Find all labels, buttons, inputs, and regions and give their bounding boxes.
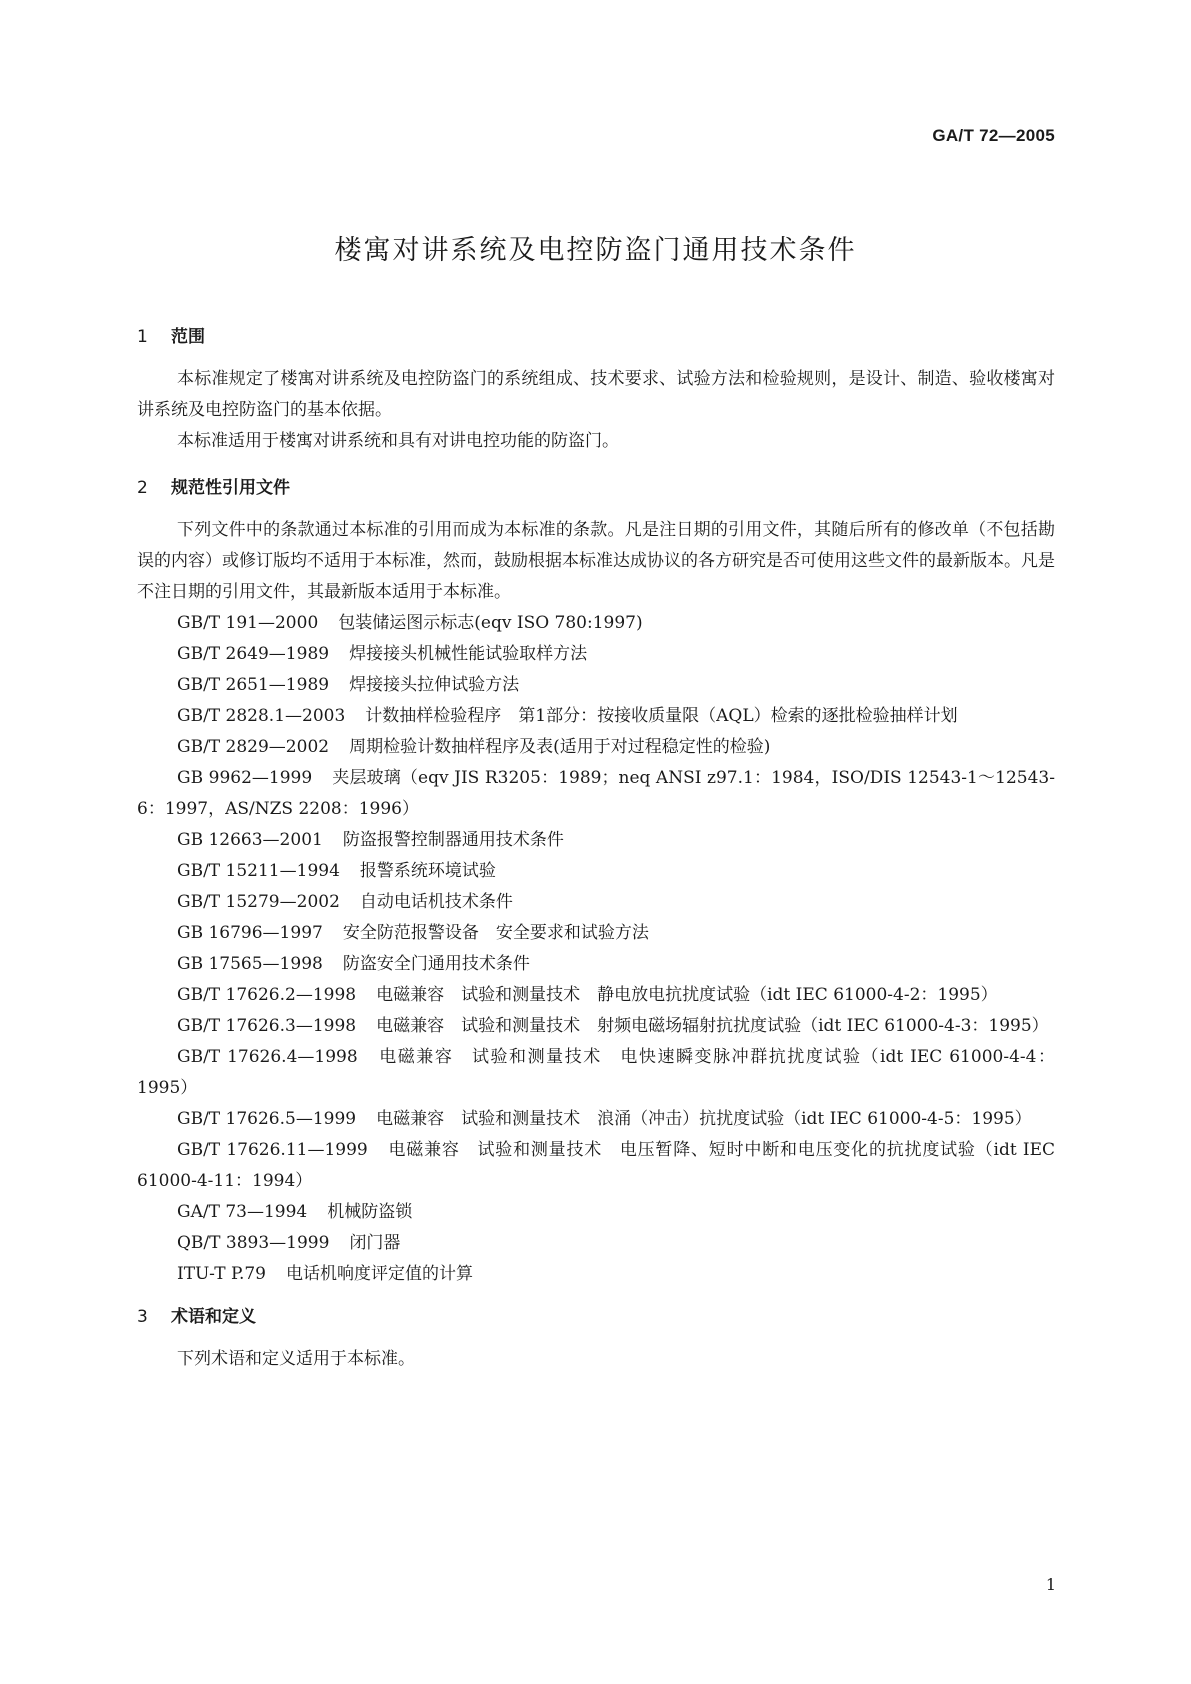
document-title: 楼寓对讲系统及电控防盗门通用技术条件 bbox=[334, 235, 857, 266]
reference-title: 安全防范报警设备 安全要求和试验方法 bbox=[342, 923, 649, 943]
section-number: 1 bbox=[137, 327, 148, 347]
reference-item bbox=[137, 825, 1055, 856]
reference-item bbox=[137, 608, 1055, 639]
reference-code: GB/T 2829—2002 bbox=[177, 737, 330, 757]
section-heading-terms bbox=[137, 1302, 1055, 1332]
reference-title: 机械防盗锁 bbox=[327, 1202, 413, 1222]
reference-item bbox=[137, 1228, 1055, 1259]
section-heading-scope bbox=[137, 322, 1055, 352]
reference-item bbox=[137, 1011, 1055, 1042]
reference-code: GB/T 17626.2—1998 bbox=[177, 985, 357, 1005]
section-title: 范围 bbox=[171, 327, 205, 347]
reference-title: 报警系统环境试验 bbox=[359, 861, 496, 881]
reference-title: 自动电话机技术条件 bbox=[359, 892, 513, 912]
reference-code: GB/T 15279—2002 bbox=[177, 892, 340, 912]
reference-item bbox=[137, 949, 1055, 980]
reference-item bbox=[137, 1042, 1055, 1104]
reference-code: GB/T 17626.3—1998 bbox=[177, 1016, 357, 1036]
reference-title: 电磁兼容 试验和测量技术 电压暂降、短时中断和电压变化的抗扰度试验（idt IEC 61000-4-11：1994） bbox=[137, 1140, 1056, 1191]
reference-item bbox=[137, 856, 1055, 887]
reference-item bbox=[137, 701, 1055, 732]
reference-item bbox=[137, 980, 1055, 1011]
reference-item bbox=[137, 1135, 1055, 1197]
reference-title: 闭门器 bbox=[349, 1233, 401, 1253]
section-number: 2 bbox=[137, 478, 148, 498]
reference-title: 电磁兼容 试验和测量技术 浪涌（冲击）抗扰度试验（idt IEC 61000-4-5：1995） bbox=[376, 1109, 1032, 1129]
reference-code: GB/T 17626.11—1999 bbox=[177, 1140, 368, 1160]
reference-title: 电话机响度评定值的计算 bbox=[286, 1264, 473, 1284]
standard-code: GA/T 72—2005 bbox=[932, 126, 1055, 145]
reference-code: GA/T 73—1994 bbox=[177, 1202, 308, 1222]
reference-title: 焊接接头拉伸试验方法 bbox=[349, 675, 520, 695]
reference-code: GB/T 2651—1989 bbox=[177, 675, 330, 695]
reference-item bbox=[137, 763, 1055, 825]
reference-title: 夹层玻璃（eqv JIS R3205：1989；neq ANSI z97.1：1984，ISO/DIS 12543-1～12543-6：1997，AS/NZS 2208：1996） bbox=[137, 768, 1055, 819]
reference-list bbox=[137, 608, 1055, 1290]
reference-code: GB/T 17626.5—1999 bbox=[177, 1109, 357, 1129]
reference-code: GB 17565—1998 bbox=[177, 954, 323, 974]
reference-title: 电磁兼容 试验和测量技术 电快速瞬变脉冲群抗扰度试验（idt IEC 61000-4-4：1995） bbox=[137, 1047, 1055, 1098]
section-title: 规范性引用文件 bbox=[171, 478, 290, 498]
reference-title: 防盗报警控制器通用技术条件 bbox=[342, 830, 564, 850]
document-body bbox=[137, 322, 1055, 1375]
reference-code: GB/T 17626.4—1998 bbox=[177, 1047, 358, 1067]
reference-item bbox=[137, 639, 1055, 670]
reference-title: 电磁兼容 试验和测量技术 静电放电抗扰度试验（idt IEC 61000-4-2：1995） bbox=[376, 985, 998, 1005]
reference-item bbox=[137, 918, 1055, 949]
reference-item bbox=[137, 887, 1055, 918]
reference-item bbox=[137, 1197, 1055, 1228]
section-heading-normative-references bbox=[137, 473, 1055, 503]
section-title: 术语和定义 bbox=[171, 1307, 256, 1327]
reference-item bbox=[137, 1259, 1055, 1290]
references-intro: 下列文件中的条款通过本标准的引用而成为本标准的条款。凡是注日期的引用文件，其随后所有的修改单（不包括勘误的内容）或修订版均不适用于本标准，然而，鼓励根据本标准达成协议的各方研究是否可使用这些文件的最新版本。凡是不注日期的引用文件，其最新版本适用于本标准。 bbox=[137, 520, 1055, 602]
scope-paragraph-1: 本标准规定了楼寓对讲系统及电控防盗门的系统组成、技术要求、试验方法和检验规则，是设计、制造、验收楼寓对讲系统及电控防盗门的基本依据。 bbox=[137, 369, 1055, 420]
reference-item bbox=[137, 732, 1055, 763]
reference-code: GB 12663—2001 bbox=[177, 830, 323, 850]
scope-paragraph-2: 本标准适用于楼寓对讲系统和具有对讲电控功能的防盗门。 bbox=[177, 431, 619, 451]
reference-code: GB 16796—1997 bbox=[177, 923, 323, 943]
reference-code: GB/T 2828.1—2003 bbox=[177, 706, 346, 726]
reference-code: GB 9962—1999 bbox=[177, 768, 313, 788]
reference-title: 包装储运图示标志(eqv ISO 780:1997) bbox=[338, 613, 643, 633]
section-number: 3 bbox=[137, 1307, 148, 1327]
reference-title: 计数抽样检验程序 第1部分：按接收质量限（AQL）检索的逐批检验抽样计划 bbox=[365, 706, 958, 726]
reference-code: QB/T 3893—1999 bbox=[177, 1233, 330, 1253]
reference-title: 防盗安全门通用技术条件 bbox=[342, 954, 530, 974]
reference-item bbox=[137, 1104, 1055, 1135]
reference-item bbox=[137, 670, 1055, 701]
reference-code: ITU-T P.79 bbox=[177, 1264, 266, 1284]
reference-code: GB/T 15211—1994 bbox=[177, 861, 340, 881]
reference-code: GB/T 2649—1989 bbox=[177, 644, 330, 664]
reference-title: 焊接接头机械性能试验取样方法 bbox=[349, 644, 588, 664]
reference-title: 电磁兼容 试验和测量技术 射频电磁场辐射抗扰度试验（idt IEC 61000-4-3：1995） bbox=[376, 1016, 1049, 1036]
page-number: 1 bbox=[1045, 1575, 1056, 1594]
reference-title: 周期检验计数抽样程序及表(适用于对过程稳定性的检验) bbox=[349, 737, 771, 757]
reference-code: GB/T 191—2000 bbox=[177, 613, 319, 633]
terms-intro: 下列术语和定义适用于本标准。 bbox=[177, 1349, 415, 1369]
